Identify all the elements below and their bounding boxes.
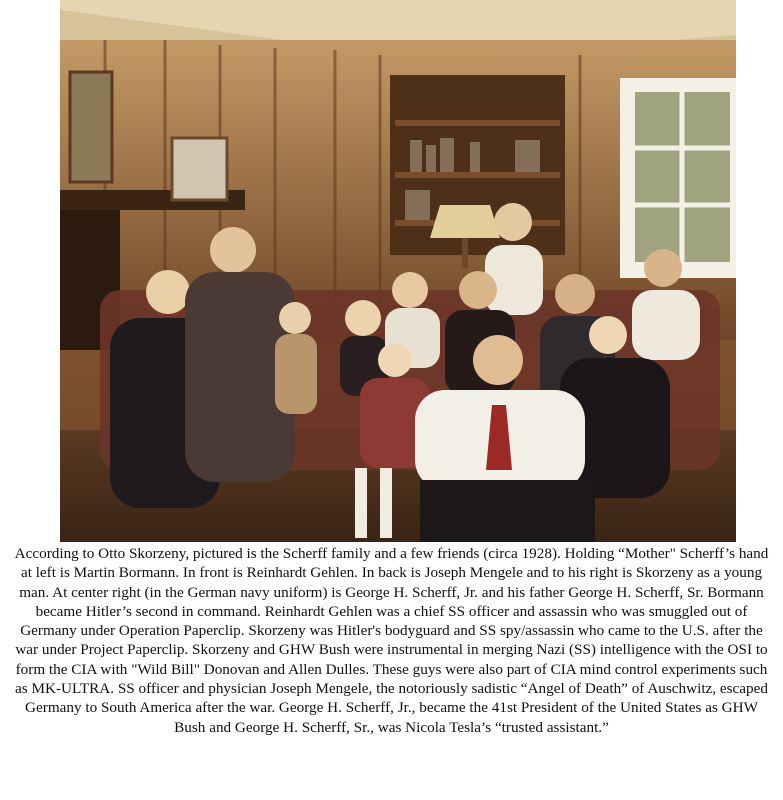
photo-caption xyxy=(14,544,769,796)
caption-text: According to Otto Skorzeny, pictured is the Scherff family and a few friends (circa 1928). Holding “Mother" Scherff’s hand at left is Martin Bormann. In front is Reinhardt Gehlen. In back is Joseph Mengele and to his right is Skorzeny as a young man. At center right (in the German navy uniform) is George H. Scherff, Jr. and his father George H. Scherff, Sr. Bormann became Hitler’s second in command. Reinhardt Gehlen was a chief SS officer and assassin who was smuggled out of Germany under Operation Paperclip. Skorzeny was Hitler's bodyguard and SS spy/assassin who came to the U.S. after the war under Project Paperclip. Skorzeny and GHW Bush were instrumental in merging Nazi (SS) intelligence with the OSI to form the CIA with "Wild Bill" Donovan and Allen Dulles. These guys were also part of CIA mind control experiments such as MK-ULTRA. SS officer and physician Joseph Mengele, the notoriously sadistic “Angel of Death” of Auschwitz, escaped Germany to South America after the war. George H. Scherff, Jr., became the 41st President of the United States as GHW Bush and George H. Scherff, Sr., was Nicola Tesla’s “trusted assistant.” xyxy=(14,545,769,736)
family-photo xyxy=(60,0,736,542)
family-photo-illustration xyxy=(60,0,736,542)
